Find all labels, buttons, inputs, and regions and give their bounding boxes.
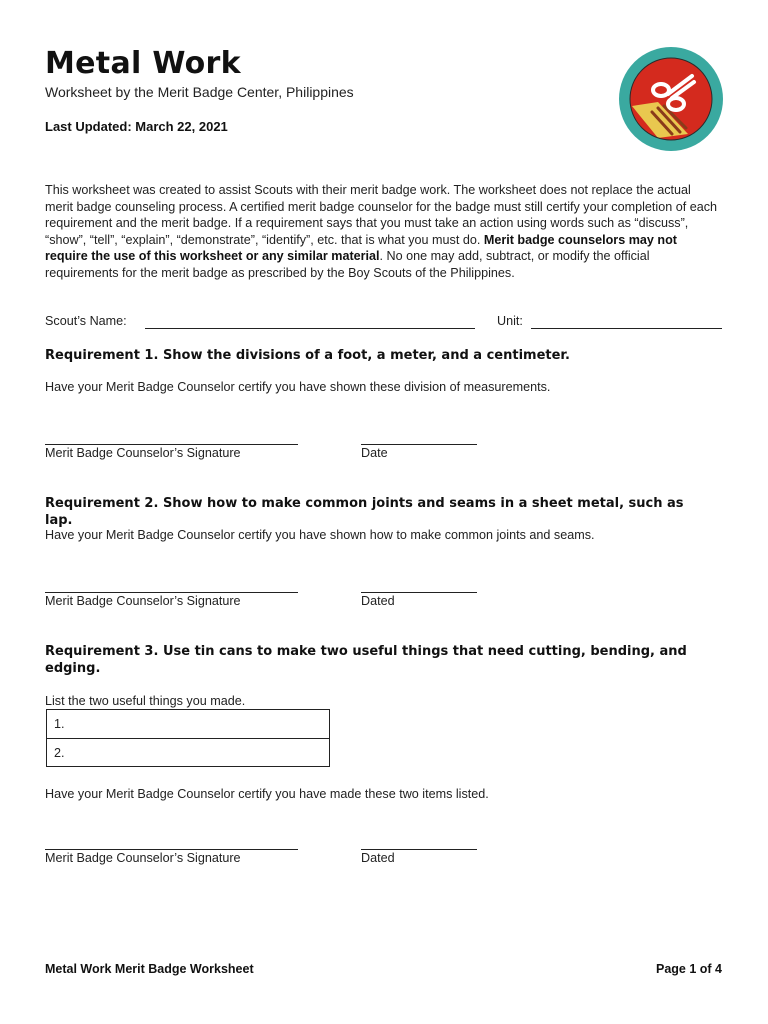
requirement-1-title: Requirement 1. Show the divisions of a foot, a meter, and a centimeter. [45,348,570,363]
requirement-3-title: Requirement 3. Use tin cans to make two useful things that need cutting, bending, and edging. [45,644,687,676]
page-title: Metal Work [45,46,241,81]
date-label: Dated [361,851,395,865]
requirement-3-instruction: Have your Merit Badge Counselor certify you have made these two items listed. [45,787,489,801]
signature-label: Merit Badge Counselor’s Signature [45,851,241,865]
page-subtitle: Worksheet by the Merit Badge Center, Philippines [45,84,354,100]
date-line[interactable] [361,849,477,850]
list-item-number: 1. [54,717,65,731]
list-item[interactable] [47,710,329,738]
requirement-1-instruction: Have your Merit Badge Counselor certify you have shown these division of measurements. [45,380,551,394]
date-label: Date [361,446,388,460]
intro-text-end: . No one may add, subtract, or modify the official requirements for the merit badge as prescribed by the Boy Scouts of the Philippines. [45,249,650,280]
page-number: Page 1 of 4 [656,962,722,976]
list-item-number: 2. [54,746,65,760]
date-label: Dated [361,594,395,608]
scout-name-label: Scout’s Name: [45,314,127,328]
scout-name-field[interactable] [145,328,475,329]
signature-line[interactable] [45,849,298,850]
requirement-3-list-prompt: List the two useful things you made. [45,694,246,708]
intro-text: This worksheet was created to assist Scouts with their merit badge work. The worksheet does not replace the actual merit badge counseling process. A certified merit badge counselor for the badge must still certify your completion of each requirement and the merit badge. If a requirement says that you must take an action using words such as “discuss”, “show”, “tell”, “explain”, “demonstrate”, “identify”, etc. that is what you must do. [45,183,718,247]
requirement-2-title: Requirement 2. Show how to make common joints and seams in a sheet metal, such as lap. [45,496,684,528]
signature-label: Merit Badge Counselor’s Signature [45,594,241,608]
date-line[interactable] [361,444,477,445]
useful-things-table [46,709,330,767]
footer-title: Metal Work Merit Badge Worksheet [45,962,254,976]
unit-field[interactable] [531,328,722,329]
tin-snips-badge-icon [618,46,724,152]
date-line[interactable] [361,592,477,593]
list-item[interactable] [47,738,329,766]
intro-bold-text: Merit badge counselors may not require the use of this worksheet or any similar material [45,232,677,263]
intro-paragraph [45,182,720,281]
signature-label: Merit Badge Counselor’s Signature [45,446,241,460]
last-updated: Last Updated: March 22, 2021 [45,119,228,134]
requirement-2-instruction: Have your Merit Badge Counselor certify you have shown how to make common joints and seams. [45,528,595,542]
unit-label: Unit: [497,314,523,328]
signature-line[interactable] [45,592,298,593]
signature-line[interactable] [45,444,298,445]
